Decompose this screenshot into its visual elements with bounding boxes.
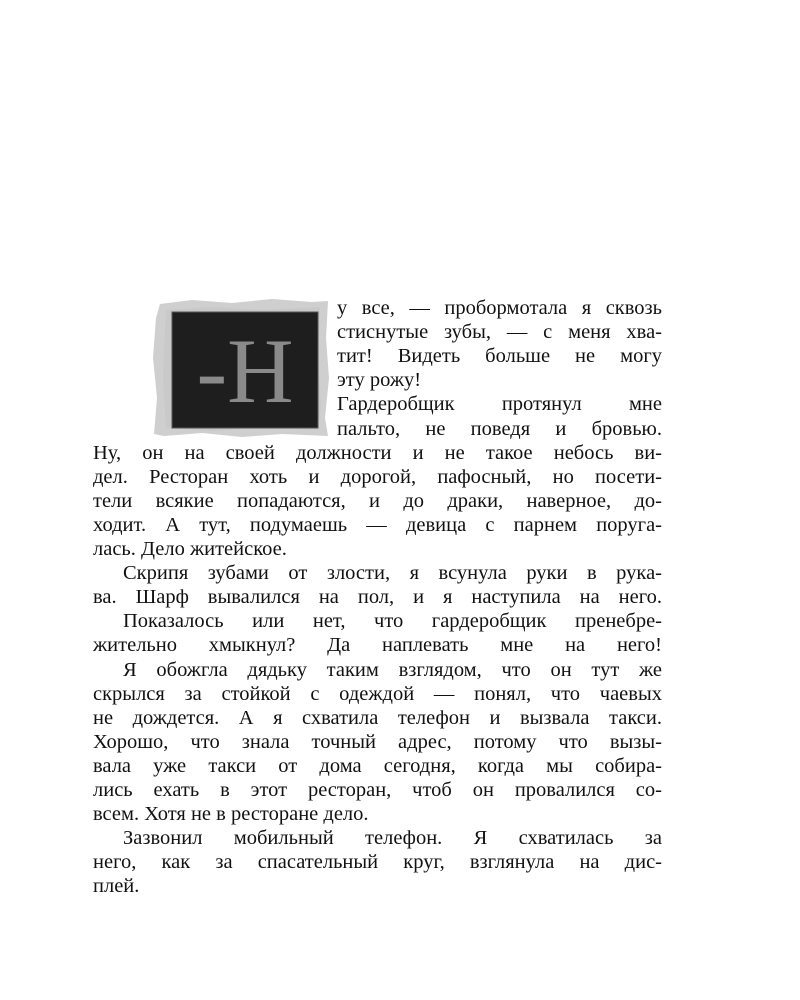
text-line: ходит. А тут, подумаешь — девица с парнем поруга- <box>93 513 662 536</box>
text-line: жительно хмыкнул? Да наплевать мне на него! <box>93 634 662 657</box>
text-line: Зазвонил мобильный телефон. Я схватилась за <box>123 827 662 850</box>
text-line: вала уже такси от дома сегодня, когда мы собира- <box>93 754 662 777</box>
text-line: эту рожу! <box>337 369 422 392</box>
text-line: ва. Шарф вывалился на пол, и я наступила на него. <box>93 586 662 609</box>
text-line: Я обожгла дядьку таким взглядом, что он тут же <box>123 658 662 681</box>
text-line: дел. Ресторан хоть и дорогой, пафосный, но посети- <box>93 465 662 488</box>
text-line: Показалось или нет, что гардеробщик пренебре- <box>123 610 662 633</box>
drop-cap-letter: -Н <box>196 320 294 422</box>
text-line: у все, — пробормотала я сквозь <box>337 297 662 319</box>
text-line: тели всякие попадаются, и до драки, наверное, до- <box>93 489 662 512</box>
text-line: лись ехать в этот ресторан, чтоб он провалился со- <box>93 779 662 801</box>
drop-cap <box>152 298 330 438</box>
text-line: него, как за спасательный круг, взглянула на дис- <box>93 851 662 874</box>
text-line: Хорошо, что знала точный адрес, потому что вызы- <box>93 730 662 753</box>
text-line: пальто, не поведя и бровью. <box>337 417 662 440</box>
text-line: стиснутые зубы, — с меня хва- <box>337 321 662 344</box>
text-line: скрылся за стойкой с одеждой — понял, что чаевых <box>93 682 662 705</box>
text-line: Ну, он на своей должности и не такое небось ви- <box>93 441 662 464</box>
text-line: тит! Видеть больше не могу <box>337 345 662 368</box>
text-line: плей. <box>93 875 140 898</box>
text-line: Гардеробщик протянул мне <box>337 393 662 416</box>
text-line: всем. Хотя не в ресторане дело. <box>93 803 369 826</box>
text-line: лась. Дело житейское. <box>93 538 287 560</box>
drop-cap-ornament-icon <box>152 298 330 438</box>
text-line: Скрипя зубами от злости, я всунула руки в рука- <box>123 562 662 585</box>
text-line: не дождется. А я схватила телефон и вызвала такси. <box>93 706 662 729</box>
